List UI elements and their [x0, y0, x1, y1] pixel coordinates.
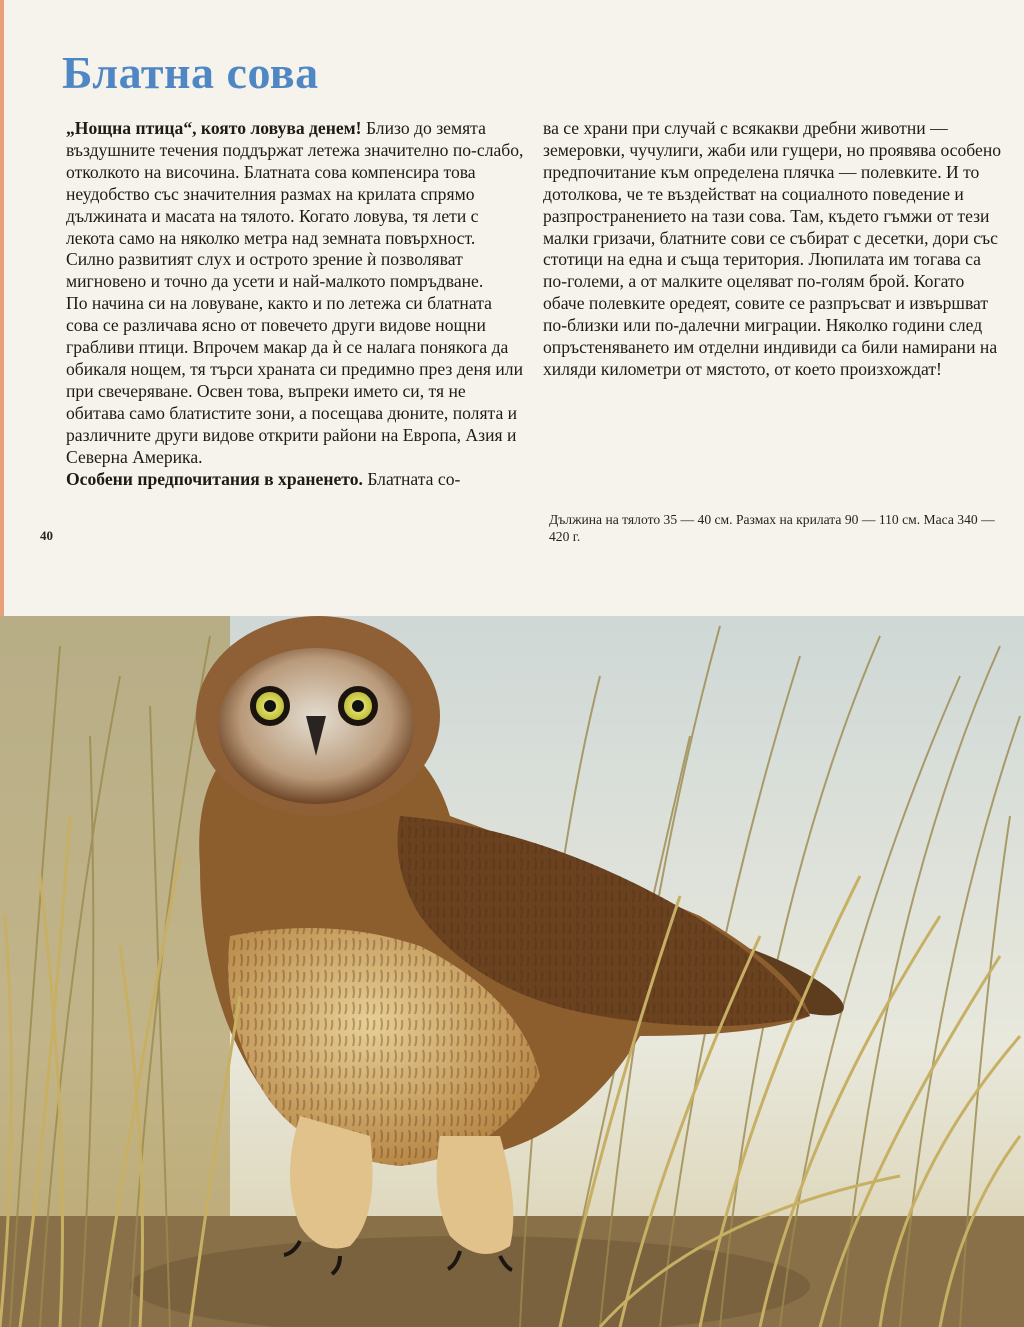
- paragraph-1-heading: „Нощна птица“, която ловува денем!: [66, 118, 362, 138]
- left-column: [66, 118, 526, 490]
- page-title: Блатна сова: [62, 47, 319, 98]
- right-column-text: ва се храни при случай с всякакви дребни животни — земеровки, чучулиги, жаби или гущери, но проявява особено предпочитание към определена плячка — полевките. И то дотолкова, че те въздействат на социалното поведение и разпространението на тази сова. Там, където гъмжи от тези малки гризачи, блатните сови се събират с десетки, дори със стотици на една и съща територия. Люпилата им тогава са по-големи, а от малките оцеляват по-голям брой. Когато обаче полевките оредеят, совите се разпръсват и извършват по-близки или по-далечни миграции. Няколко години след опръстеняването им отделни индивиди са били намирани на хиляди километри от мястото, от което произхождат!: [543, 118, 1002, 379]
- owl-right-pupil: [352, 700, 364, 712]
- paragraph-3-heading: Особени предпочитания в храненето.: [66, 468, 363, 489]
- owl-illustration: [0, 616, 1024, 1327]
- paragraph-1-text: Близо до земята въздушните течения поддържат летежа значително по-слабо, отколкото на височина. Блатната сова компенсира това неудобство със значителния размах на крилата спрямо дължината и масата на тялото. Когато ловува, тя лети с лекота само на няколко метра над земната повърхност. Силно развитият слух и острото зрение ѝ позволяват мигновено и точно да усети и най-малкото помръдване.: [66, 118, 524, 292]
- paragraph-3: [66, 469, 526, 491]
- paragraph-1: [66, 118, 526, 293]
- right-column: [543, 118, 1003, 381]
- owl-left-pupil: [264, 700, 276, 712]
- paragraph-3-text: Блатната со-: [367, 468, 461, 489]
- owl-left-leg: [290, 1116, 373, 1249]
- paragraph-2: По начина си на ловуване, както и по летежа си блатната сова се различава ясно от повечето други видове нощни грабливи птици. Впрочем макар да ѝ се налага понякога да обикаля нощем, тя търси храната си предимно през деня или при свечеряване. Освен това, въпреки името си, тя не обитава само блатистите зони, а посещава дюните, полята и различните други видове открити райони на Европа, Азия и Северна Америка.: [66, 293, 523, 467]
- page-number: 40: [40, 528, 53, 543]
- caption: Дължина на тялото 35 — 40 см. Размах на крилата 90 — 110 см. Маса 340 — 420 г.: [549, 512, 995, 544]
